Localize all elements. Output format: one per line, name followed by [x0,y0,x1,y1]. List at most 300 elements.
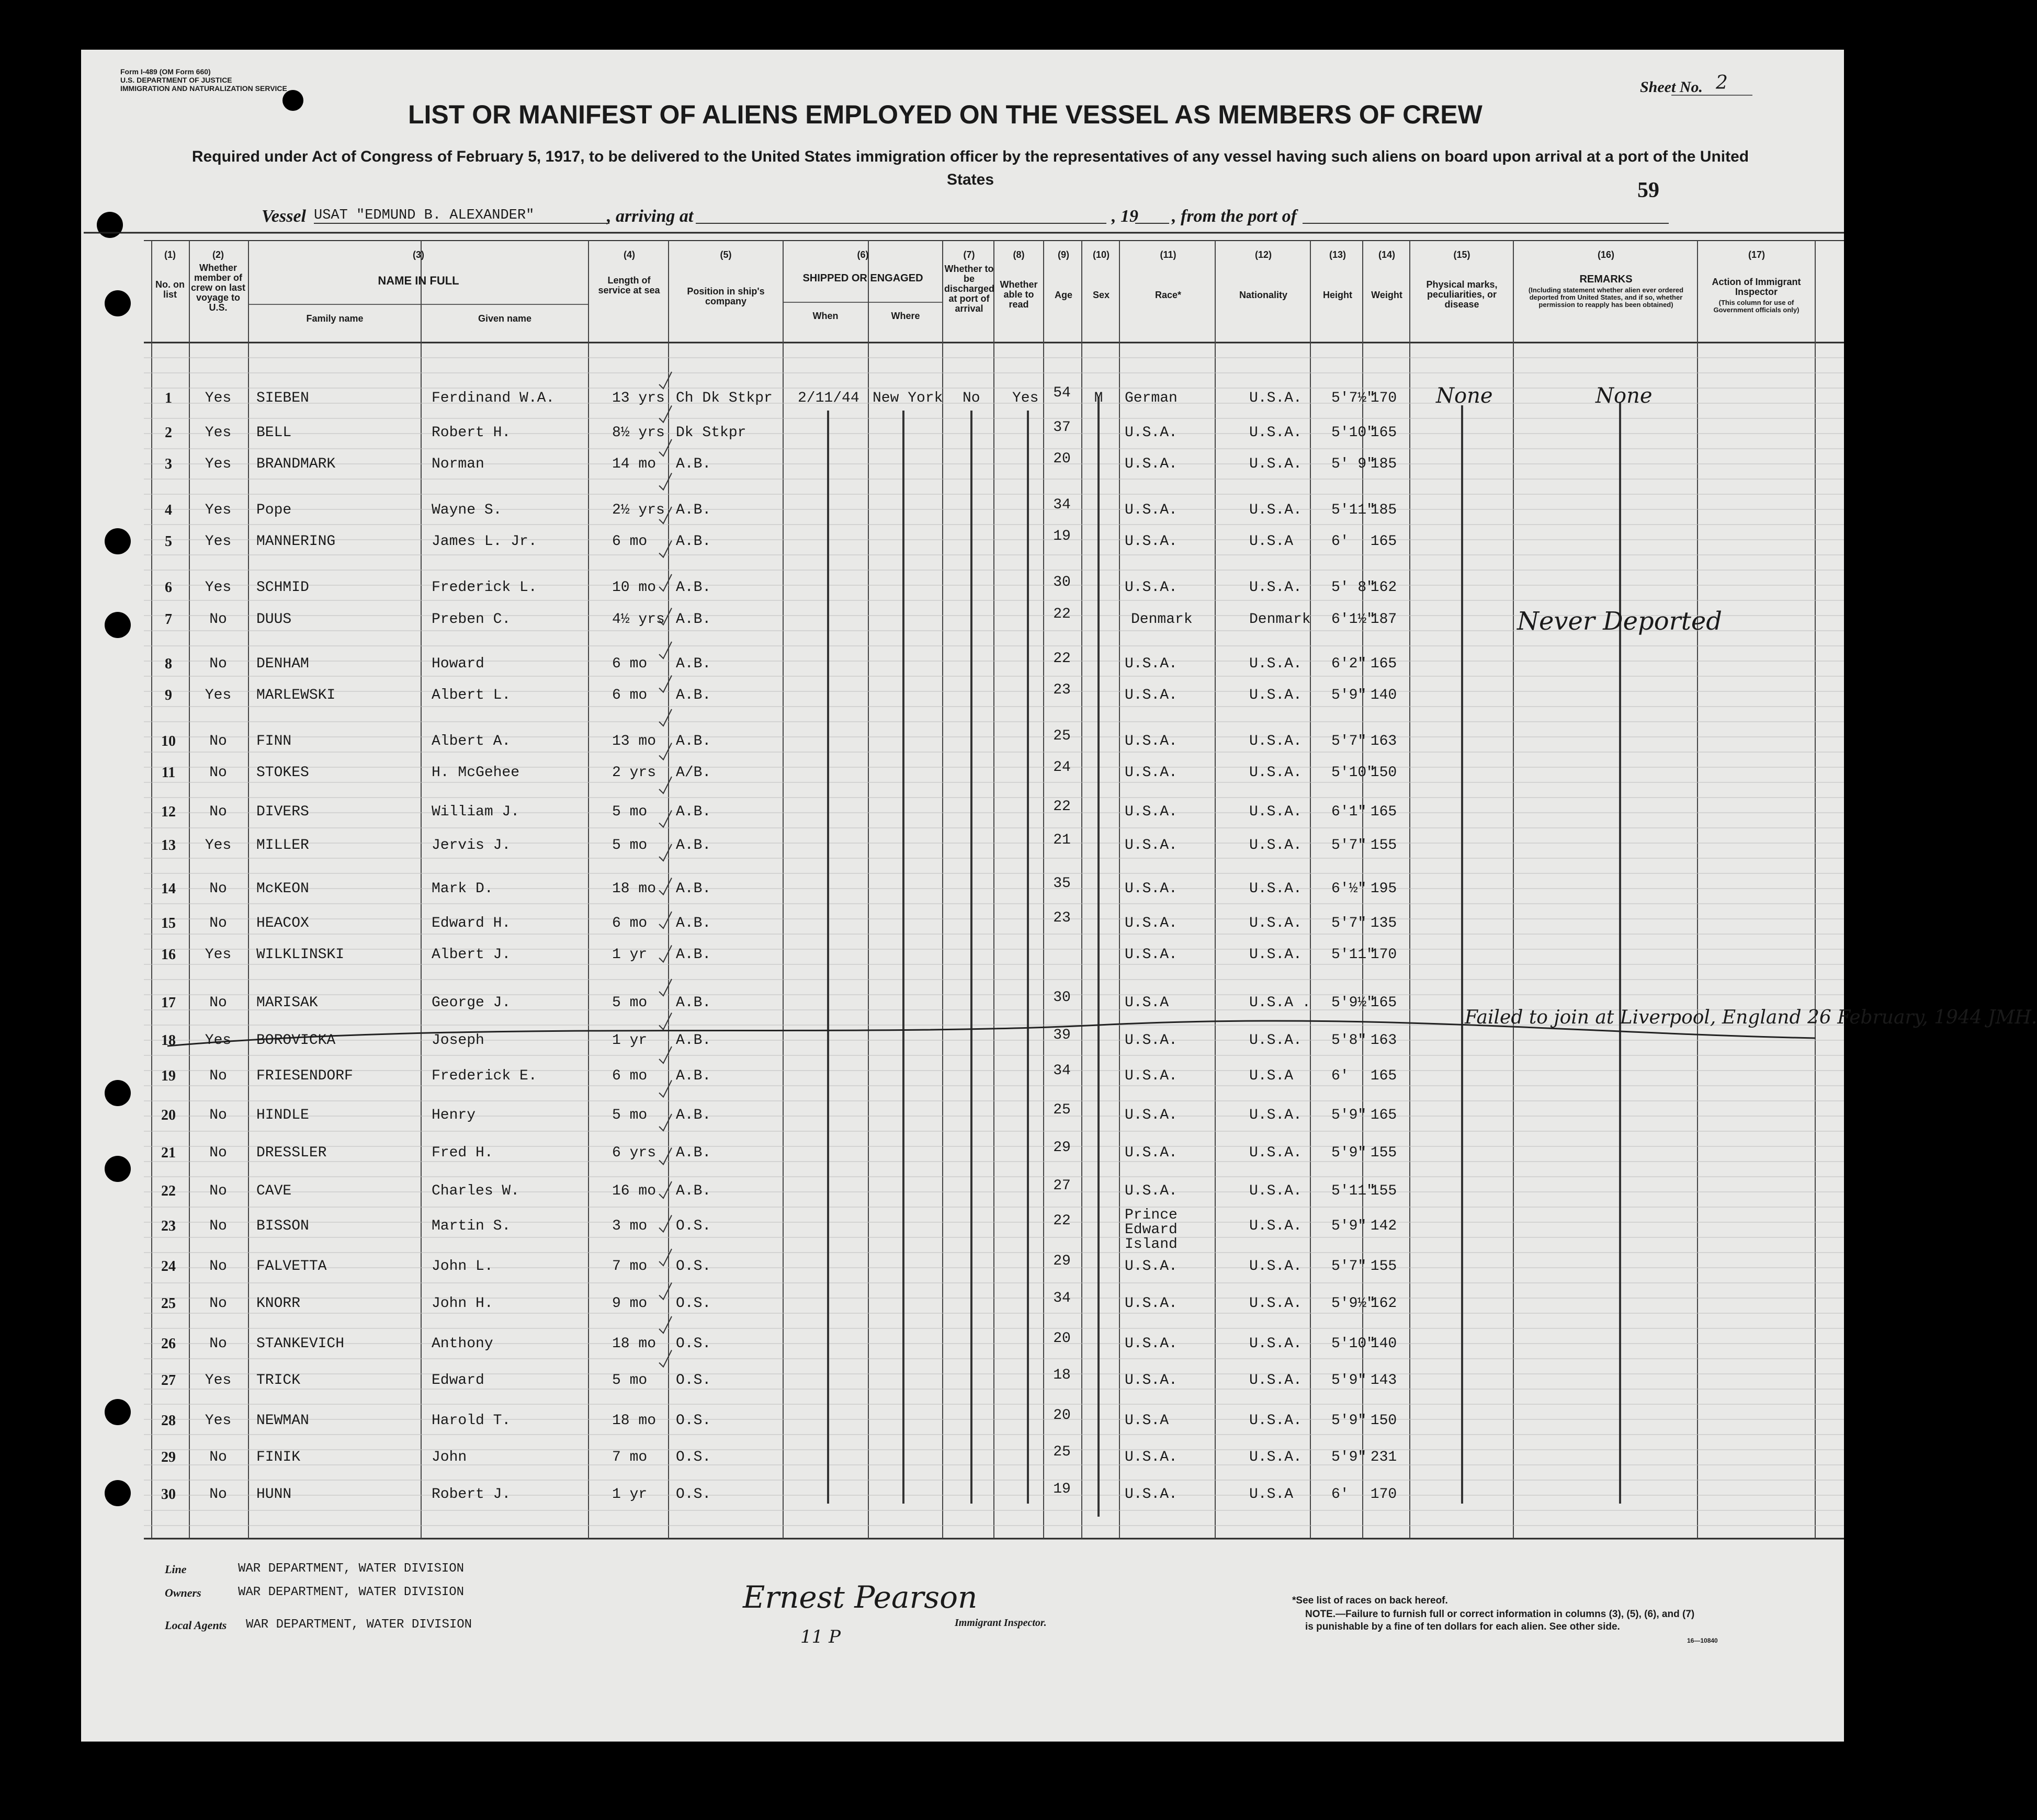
cell-age: 22 [1053,651,1071,667]
cell-nationality: U.S.A. [1249,733,1302,749]
cell-nationality: U.S.A. [1249,1258,1302,1275]
col-9-num: (9) [1058,249,1069,260]
cell-no: 17 [161,995,176,1011]
cell-position: A.B. [676,1068,711,1084]
col-7-label: Whether to be discharged at port of arrival [944,264,995,314]
cell-read: Yes [1012,390,1039,406]
cell-position: A.B. [676,611,711,628]
cell-family: WILKLINSKI [256,947,345,963]
col-13-label: Height [1323,290,1352,300]
col-17-note: (This column for use of Government officials only) [1713,299,1800,314]
cell-race: U.S.A. [1125,1107,1178,1123]
cell-race: U.S.A. [1125,804,1178,820]
col-2-label: Whether member of crew on last voyage to U.S. [190,263,246,313]
cell-weight: 155 [1370,1145,1397,1161]
cell-race: U.S.A. [1125,1295,1178,1312]
cell-no: 28 [161,1413,176,1429]
cell-height: 5'8" [1331,1032,1367,1049]
inspector-label: Immigrant Inspector. [955,1617,1047,1629]
form-id-line-2: U.S. DEPARTMENT OF JUSTICE [120,76,232,84]
cell-last: Yes [205,502,232,518]
cell-service: 6 mo [612,915,648,931]
cell-family: FINIK [256,1449,301,1465]
cell-last: No [209,1068,227,1084]
cell-given: Albert J. [432,947,511,963]
cell-service: 8½ yrs [612,425,665,441]
cell-last: Yes [205,687,232,703]
cell-service: 5 mo [612,995,648,1011]
cell-no: 7 [165,611,172,628]
cell-service: 4½ yrs [612,611,665,628]
line-label: Line [165,1563,187,1576]
cell-given: Robert J. [432,1486,511,1503]
cell-weight: 135 [1370,915,1397,931]
cell-height: 6' [1331,1486,1349,1503]
cell-weight: 187 [1370,611,1397,628]
form-id-line-1: Form I-489 (OM Form 660) [120,67,211,76]
cell-weight: 231 [1370,1449,1397,1465]
col-16-num: (16) [1597,249,1614,260]
col-6-label: SHIPPED OR ENGAGED [802,272,923,284]
cell-family: MARLEWSKI [256,687,336,703]
cell-age: 39 [1053,1027,1071,1043]
cell-no: 25 [161,1295,176,1312]
cell-service: 1 yr [612,1486,648,1503]
cell-no: 24 [161,1258,176,1275]
cell-race: U.S.A. [1125,656,1178,672]
check-mark [659,1114,672,1131]
cell-position: A.B. [676,656,711,672]
cell-nationality: U.S.A. [1249,765,1302,781]
cell-last: No [209,995,227,1011]
cell-given: H. McGehee [432,765,520,781]
sheet-number: 2 [1716,72,1728,94]
cell-nationality: U.S.A . [1249,995,1311,1011]
cell-no: 9 [165,687,172,703]
cell-family: FRIESENDORF [256,1068,353,1084]
cell-age: 20 [1053,451,1071,467]
col-5-num: (5) [720,249,732,260]
cell-race: U.S.A. [1125,1372,1178,1389]
cell-nationality: U.S.A. [1249,1218,1302,1234]
cell-last: No [209,1183,227,1199]
cell-position: Dk Stkpr [676,425,746,441]
cell-given: Fred H. [432,1145,493,1161]
from-port-label: , from the port of [1172,207,1297,226]
cell-nationality: U.S.A. [1249,1413,1302,1429]
check-mark [659,946,672,962]
cell-no: 16 [161,947,176,963]
cell-last: No [209,1258,227,1275]
check-mark [659,1181,672,1198]
cell-service: 5 mo [612,804,648,820]
cell-position: A.B. [676,1032,711,1049]
col-5-label: Position in ship's company [687,286,765,306]
cell-service: 6 mo [612,533,648,550]
cell-service: 1 yr [612,947,648,963]
cell-family: HINDLE [256,1107,309,1123]
cell-nationality: U.S.A [1249,1486,1294,1503]
owners-value: WAR DEPARTMENT, WATER DIVISION [238,1585,465,1599]
cell-height: 5'9" [1331,1145,1367,1161]
cell-nationality: U.S.A. [1249,1295,1302,1312]
check-mark [659,1283,672,1300]
cell-family: Pope [256,502,292,518]
cell-age: 22 [1053,799,1071,815]
col-10-label: Sex [1092,290,1110,300]
agents-label: Local Agents [165,1619,227,1632]
cell-height: 5'9" [1331,1372,1367,1389]
cell-race: U.S.A. [1125,765,1178,781]
col-16-note: (Including statement whether alien ever ordered deported from United States, and if so, whether permission to reapply has been obtained) [1528,286,1684,309]
cell-family: BISSON [256,1218,309,1234]
cell-race: U.S.A. [1125,687,1178,703]
cell-weight: 165 [1370,1107,1397,1123]
cell-no: 15 [161,915,176,931]
cell-position: A.B. [676,687,711,703]
cell-weight: 150 [1370,1413,1397,1429]
cell-height: 5'9" [1331,1449,1367,1465]
col-12-num: (12) [1254,249,1272,260]
family-name-heading: Family name [306,313,364,324]
cell-given: Howard [432,656,484,672]
check-mark [659,372,672,389]
cell-weight: 163 [1370,733,1397,749]
cell-service: 16 mo [612,1183,657,1199]
cell-service: 6 yrs [612,1145,657,1161]
check-mark [659,743,672,760]
cell-race: U.S.A. [1125,502,1178,518]
cell-last: No [209,656,227,672]
cell-nationality: U.S.A. [1249,1032,1302,1049]
cell-weight: 165 [1370,425,1397,441]
cell-last: Yes [205,837,232,854]
cell-position: A.B. [676,881,711,897]
col-12-label: Nationality [1239,290,1287,300]
cell-age: 19 [1053,528,1071,544]
cell-height: 6' [1331,1068,1349,1084]
cell-given: Robert H. [432,425,511,441]
cell-given: Edward H. [432,915,511,931]
cell-given: George J. [432,995,511,1011]
cell-race: Prince Edward Island [1125,1207,1178,1253]
cell-weight: 150 [1370,765,1397,781]
cell-position: A.B. [676,502,711,518]
col-11-label: Race* [1155,290,1182,300]
col-2-num: (2) [212,249,224,260]
cell-last: Yes [205,533,232,550]
cell-nationality: U.S.A. [1249,1145,1302,1161]
cell-age: 54 [1053,385,1071,401]
cell-last: No [209,611,227,628]
cell-weight: 185 [1370,502,1397,518]
check-mark [659,1316,672,1333]
page-subtitle: Required under Act of Congress of February 5, 1917, to be delivered to the United States immigration officer by the representatives of any vessel having such aliens on board upon arrival at a port of the United States [191,148,1749,188]
col-7-num: (7) [963,249,975,260]
cell-no: 22 [161,1183,176,1199]
cell-weight: 165 [1370,656,1397,672]
year-label: , 19 [1112,207,1138,226]
cell-service: 6 mo [612,687,648,703]
cell-last: Yes [205,390,232,406]
cell-family: MARISAK [256,995,318,1011]
cell-weight: 155 [1370,1258,1397,1275]
cell-no: 5 [165,533,172,550]
cell-race: U.S.A. [1125,1449,1178,1465]
cell-weight: 165 [1370,533,1397,550]
cell-weight: 170 [1370,390,1397,406]
cell-last: Yes [205,947,232,963]
remark-row-18-line1: Failed to join at Liverpool, England 26 February, 1944 JMH. [1465,1007,2037,1028]
cell-service: 7 mo [612,1449,648,1465]
cell-race: U.S.A. [1125,837,1178,854]
cell-race: U.S.A. [1125,425,1178,441]
cell-last: No [209,1107,227,1123]
cell-given: Harold T. [432,1413,511,1429]
cell-race: U.S.A [1125,995,1169,1011]
cell-age: 18 [1053,1367,1071,1383]
cell-no: 6 [165,579,172,596]
cell-race: U.S.A [1125,1413,1169,1429]
inspector-signature: Ernest Pearson [743,1579,978,1615]
cell-family: STANKEVICH [256,1336,345,1352]
cell-nationality: U.S.A. [1249,1336,1302,1352]
cell-no: 30 [161,1486,176,1503]
where-heading: Where [891,311,920,321]
check-mark [659,1080,672,1097]
cell-position: O.S. [676,1218,711,1234]
cell-no: 20 [161,1107,176,1123]
print-code: 16—10840 [1687,1637,1718,1644]
cell-no: 13 [161,837,176,854]
cell-service: 2 yrs [612,765,657,781]
cell-height: 5'11" [1331,1183,1376,1199]
cell-position: A.B. [676,733,711,749]
cell-age: 20 [1053,1330,1071,1347]
cell-family: SCHMID [256,579,309,596]
col-14-num: (14) [1378,249,1395,260]
form-id-line-3: IMMIGRATION AND NATURALIZATION SERVICE [120,84,287,93]
cell-weight: 143 [1370,1372,1397,1389]
cell-service: 14 mo [612,456,657,472]
cell-position: A.B. [676,1183,711,1199]
cell-service: 13 mo [612,733,657,749]
cell-family: SIEBEN [256,390,309,406]
cell-given: Frederick E. [432,1068,537,1084]
check-mark [659,1249,672,1266]
cell-age: 34 [1053,1063,1071,1079]
cell-family: BELL [256,425,292,441]
cell-age: 22 [1053,606,1071,622]
race-note: *See list of races on back hereof. [1292,1595,1448,1606]
cell-height: 5'7" [1331,733,1367,749]
cell-position: A.B. [676,1107,711,1123]
cell-race: U.S.A. [1125,915,1178,931]
cell-given: William J. [432,804,520,820]
cell-given: Mark D. [432,881,493,897]
cell-family: TRICK [256,1372,301,1389]
check-mark [659,439,672,456]
cell-remarks: None [1595,384,1653,408]
cell-race: U.S.A. [1125,1486,1178,1503]
cell-marks: None [1436,384,1493,408]
cell-service: 18 mo [612,1336,657,1352]
cell-age: 24 [1053,759,1071,776]
cell-height: 5'7" [1331,915,1367,931]
cell-race: U.S.A. [1125,1336,1178,1352]
cell-service: 2½ yrs [612,502,665,518]
col-10-num: (10) [1092,249,1110,260]
cell-age: 19 [1053,1481,1071,1497]
cell-position: A.B. [676,456,711,472]
cell-height: 5'7" [1331,837,1367,854]
cell-race: U.S.A. [1125,1145,1178,1161]
cell-nationality: U.S.A. [1249,1372,1302,1389]
cell-race: U.S.A. [1125,1183,1178,1199]
cell-last: Yes [205,579,232,596]
col-8-label: Whether able to read [1000,279,1038,310]
cell-last: Yes [205,1032,232,1049]
cell-height: 5' 9" [1331,456,1376,472]
col-1-label: No. on list [155,279,185,300]
cell-family: BRANDMARK [256,456,336,472]
cell-position: O.S. [676,1258,711,1275]
cell-family: MILLER [256,837,309,854]
cell-family: KNORR [256,1295,301,1312]
cell-service: 1 yr [612,1032,648,1049]
cell-position: A.B. [676,995,711,1011]
cell-last: No [209,881,227,897]
cell-service: 3 mo [612,1218,648,1234]
cell-age: 34 [1053,1290,1071,1306]
cell-given: Charles W. [432,1183,520,1199]
cell-last: No [209,1218,227,1234]
cell-last: Yes [205,425,232,441]
col-8-num: (8) [1013,249,1025,260]
cell-nationality: U.S.A. [1249,579,1302,596]
cell-last: No [209,1486,227,1503]
cell-nationality: U.S.A. [1249,881,1302,897]
col-4-num: (4) [624,249,635,260]
check-mark [659,979,672,996]
cell-weight: 185 [1370,456,1397,472]
cell-age: 37 [1053,419,1071,436]
cell-given: Martin S. [432,1218,511,1234]
cell-age: 21 [1053,832,1071,848]
cell-age: 22 [1053,1213,1071,1229]
cell-given: Albert A. [432,733,511,749]
cell-weight: 140 [1370,1336,1397,1352]
agents-value: WAR DEPARTMENT, WATER DIVISION [246,1618,472,1632]
cell-position: O.S. [676,1413,711,1429]
cell-service: 6 mo [612,1068,648,1084]
cell-no: 14 [161,881,176,897]
col-11-num: (11) [1160,249,1176,260]
cell-position: Ch Dk Stkpr [676,390,773,406]
cell-remarks: Never Deported [1517,607,1723,636]
cell-family: HUNN [256,1486,292,1503]
cell-nationality: U.S.A. [1249,837,1302,854]
cell-service: 10 mo [612,579,657,596]
cell-weight: 155 [1370,837,1397,854]
cell-weight: 195 [1370,881,1397,897]
cell-weight: 165 [1370,804,1397,820]
cell-last: No [209,1336,227,1352]
cell-position: O.S. [676,1486,711,1503]
cell-weight: 140 [1370,687,1397,703]
cell-race: U.S.A. [1125,733,1178,749]
cell-age: 27 [1053,1178,1071,1194]
cell-age: 34 [1053,497,1071,513]
cell-weight: 165 [1370,1068,1397,1084]
cell-nationality: U.S.A. [1249,502,1302,518]
cell-weight: 142 [1370,1218,1397,1234]
cell-nationality: Denmark [1249,611,1311,628]
sheet-label: Sheet No. [1640,78,1703,96]
cell-family: DENHAM [256,656,309,672]
given-name-heading: Given name [478,313,532,324]
cell-no: 4 [165,502,172,518]
col-9-label: Age [1054,290,1072,300]
cell-given: Henry [432,1107,476,1123]
cell-no: 21 [161,1145,176,1161]
stamp-number: 59 [1637,178,1659,202]
cell-race: Denmark [1131,611,1193,628]
cell-position: O.S. [676,1336,711,1352]
cell-given: John [432,1449,467,1465]
cell-service: 18 mo [612,881,657,897]
cell-no: 27 [161,1372,176,1389]
cell-sex: M [1094,390,1103,406]
cell-given: James L. Jr. [432,533,537,550]
cell-discharged: No [963,390,980,406]
cell-height: 5'9½" [1331,995,1376,1011]
cell-race: U.S.A. [1125,1032,1178,1049]
cell-age: 25 [1053,1102,1071,1118]
cell-no: 12 [161,804,176,820]
cell-height: 5'10" [1331,765,1376,781]
col-4-label: Length of service at sea [598,275,660,295]
cell-height: 5' 8" [1331,579,1376,596]
cell-nationality: U.S.A. [1249,947,1302,963]
cell-no: 23 [161,1218,176,1234]
cell-position: A.B. [676,533,711,550]
cell-given: Anthony [432,1336,493,1352]
cell-last: No [209,915,227,931]
line-value: WAR DEPARTMENT, WATER DIVISION [238,1562,465,1576]
cell-no: 2 [165,425,172,441]
check-mark [659,473,672,490]
cell-position: O.S. [676,1295,711,1312]
cell-height: 5'10" [1331,425,1376,441]
cell-family: NEWMAN [256,1413,309,1429]
cell-family: DRESSLER [256,1145,327,1161]
cell-age: 29 [1053,1253,1071,1269]
cell-height: 5'9" [1331,1107,1367,1123]
cell-last: No [209,765,227,781]
cell-nationality: U.S.A. [1249,915,1302,931]
cell-position: A.B. [676,1145,711,1161]
cell-height: 6' [1331,533,1349,550]
cell-service: 13 yrs [612,390,665,406]
cell-given: John H. [432,1295,493,1312]
cell-nationality: U.S.A. [1249,456,1302,472]
cell-position: A.B. [676,947,711,963]
cell-nationality: U.S.A. [1249,656,1302,672]
cell-height: 6'½" [1331,881,1367,897]
col-14-label: Weight [1371,290,1402,300]
check-mark [659,709,672,726]
